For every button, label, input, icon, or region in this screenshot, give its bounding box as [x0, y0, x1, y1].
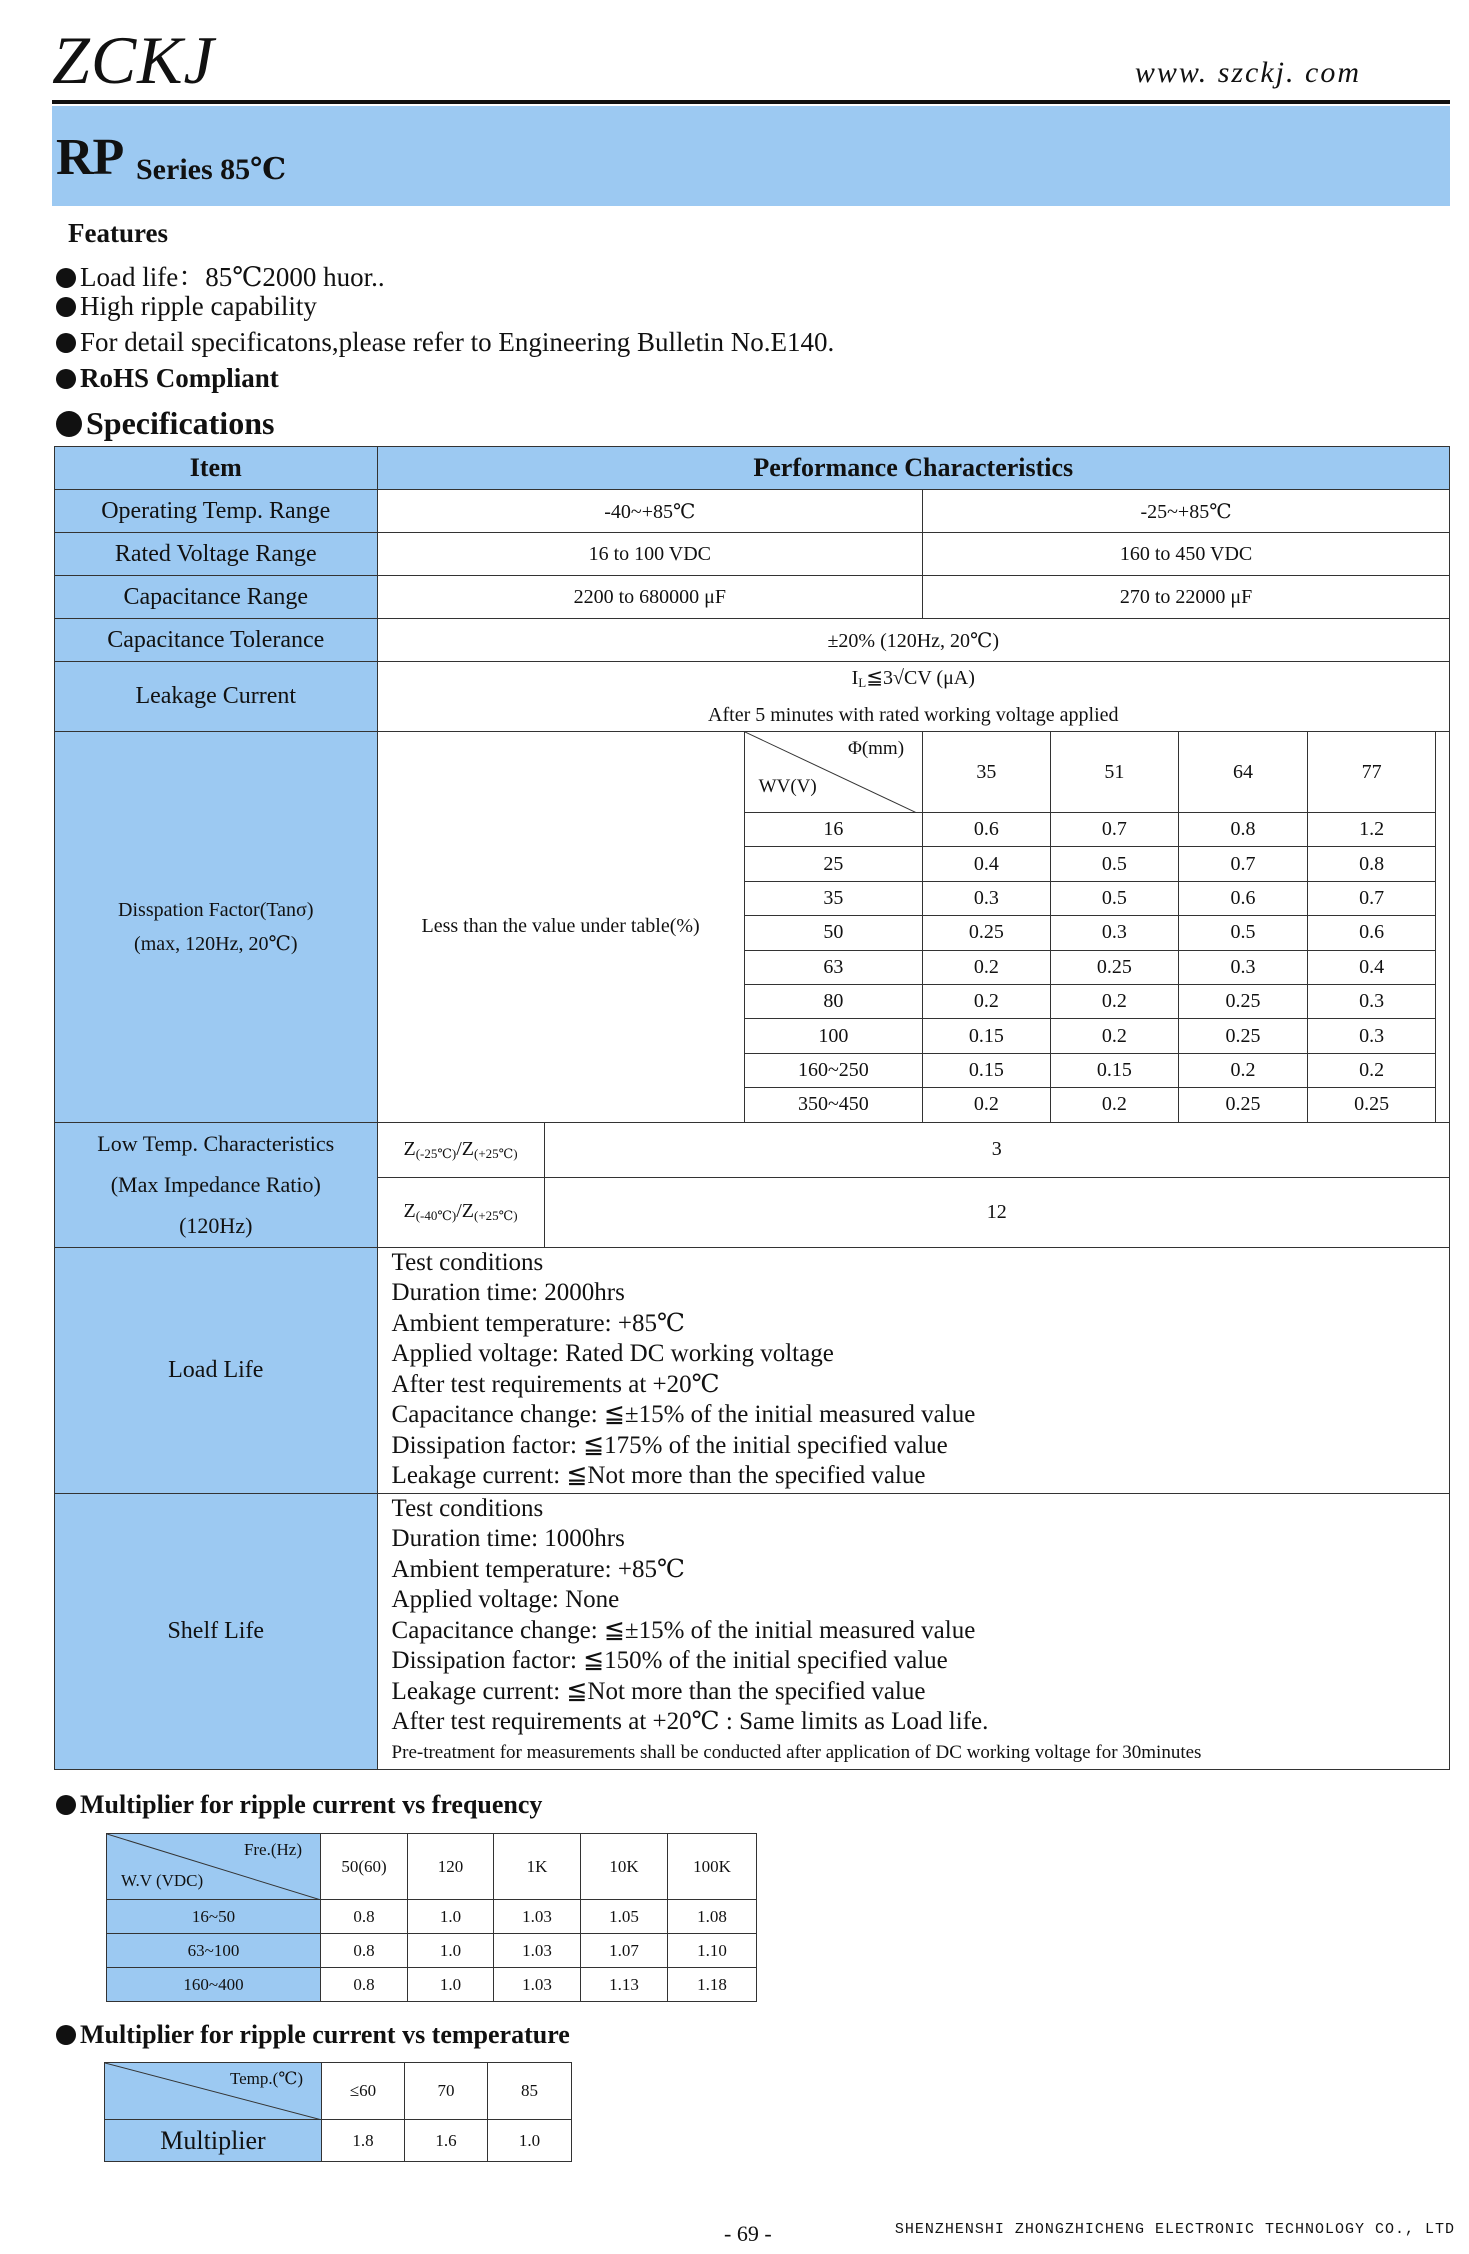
rated-voltage-high: 160 to 450 VDC — [923, 533, 1450, 576]
df-row: 50 0.25 0.3 0.5 0.6 — [55, 916, 1450, 950]
multiplier-label: Multiplier — [105, 2120, 322, 2162]
bullet-icon — [56, 369, 76, 389]
leakage-value — [377, 662, 1449, 732]
freq-diag-header: Fre.(Hz) W.V (VDC) — [107, 1834, 321, 1900]
col-header-performance: Performance Characteristics — [377, 447, 1449, 490]
feature-text: For detail specificatons,please refer to Engineering Bulletin No.E140. — [80, 327, 835, 357]
col-header-item: Item — [55, 447, 378, 490]
impedance-ratio-label: $Z_{(-25℃)}/Z_{(+25℃)}$ — [377, 1122, 544, 1177]
load-life-conditions: Test conditions Duration time: 2000hrs Ambient temperature: +85℃ Applied voltage: Rated DC working voltage After test requirements at +20℃ Capacitance change: ≦±15% of the initial measured value Dissipation factor: ≦175% of the initial specified value Leakage current: ≦Not more than the specified value — [377, 1247, 1449, 1493]
temp-header: 85 — [488, 2063, 572, 2120]
temp-header: 70 — [405, 2063, 488, 2120]
df-row: 160~250 0.15 0.15 0.2 0.2 — [55, 1053, 1450, 1087]
temp-header: ≤60 — [322, 2063, 405, 2120]
temp-diag-header: Temp.(℃) — [105, 2063, 322, 2120]
impedance-ratio-value: 3 — [544, 1122, 1449, 1177]
ripple-temperature-table — [104, 2062, 572, 2162]
dissipation-description: Less than the value under table(%) — [377, 732, 744, 1123]
leakage-note: After 5 minutes with rated working voltage applied — [708, 704, 1119, 726]
feature-item — [56, 363, 279, 394]
ripple-frequency-title: Multiplier for ripple current vs frequency — [56, 1790, 542, 1820]
rohs-text: RoHS Compliant — [80, 363, 279, 393]
website-url[interactable]: www. szckj. com — [1134, 56, 1361, 89]
ripple-frequency-table — [106, 1833, 757, 2002]
freq-header: 120 — [408, 1834, 494, 1900]
feature-text: High ripple capability — [80, 291, 317, 321]
load-life-label: Load Life — [55, 1247, 378, 1493]
bullet-icon — [56, 333, 76, 353]
series-code: RP — [56, 129, 124, 186]
series-suffix: Series 85℃ — [136, 153, 287, 186]
dissipation-label: Disspation Factor(Tanσ) (max, 120Hz, 20℃) — [55, 732, 378, 1123]
df-row: 63 0.2 0.25 0.3 0.4 — [55, 950, 1450, 984]
diameter-header: 35 — [923, 732, 1051, 813]
feature-item — [56, 327, 834, 358]
df-row: 16 0.6 0.7 0.8 1.2 — [55, 813, 1450, 847]
freq-header: 50(60) — [321, 1834, 408, 1900]
freq-row: 63~100 0.8 1.0 1.03 1.07 1.10 — [107, 1934, 757, 1968]
freq-header: 10K — [581, 1834, 668, 1900]
bullet-icon — [56, 2025, 76, 2045]
feature-item — [56, 255, 385, 294]
df-row: 80 0.2 0.2 0.25 0.3 — [55, 984, 1450, 1018]
temp-row: Multiplier 1.8 1.6 1.0 — [105, 2120, 572, 2162]
operating-temp-high: -25~+85℃ — [923, 490, 1450, 533]
freq-header: 1K — [494, 1834, 581, 1900]
series-banner — [52, 106, 1450, 206]
freq-row: 160~400 0.8 1.0 1.03 1.13 1.18 — [107, 1968, 757, 2002]
shelf-life-label: Shelf Life — [55, 1493, 378, 1769]
leakage-label: Leakage Current — [55, 662, 378, 732]
df-row: 25 0.4 0.5 0.7 0.8 — [55, 847, 1450, 881]
rated-voltage-low: 16 to 100 VDC — [377, 533, 923, 576]
freq-header: 100K — [668, 1834, 757, 1900]
specifications-table — [54, 446, 1450, 1770]
bullet-icon — [56, 268, 76, 288]
impedance-ratio-label: $Z_{(-40℃)}/Z_{(+25℃)}$ — [377, 1177, 544, 1247]
feature-text: Load life：85℃2000 huor.. — [80, 262, 385, 292]
page-number: - 69 - — [724, 2221, 772, 2246]
bullet-icon — [56, 411, 82, 437]
diameter-header: 77 — [1307, 732, 1436, 813]
df-row: 100 0.15 0.2 0.25 0.3 — [55, 1019, 1450, 1053]
table-filler — [1436, 732, 1450, 1123]
tolerance-label: Capacitance Tolerance — [55, 619, 378, 662]
low-temp-label: Low Temp. Characteristics (Max Impedance Ratio) (120Hz) — [55, 1122, 378, 1247]
capacitance-low: 2200 to 680000 μF — [377, 576, 923, 619]
dissipation-diag-header: Φ(mm) WV(V) — [744, 732, 922, 813]
shelf-life-conditions: Test conditions Duration time: 1000hrs Ambient temperature: +85℃ Applied voltage: None Capacitance change: ≦±15% of the initial measured value Dissipation factor: ≦150% of the initial specified value Leakage current: ≦Not more than the specified value After test requirements at +20℃ : Same limits as Load life. Pre-treatment for measurements shall be conducted after application of DC working voltage for 30minutes — [377, 1493, 1449, 1769]
specifications-title: Specifications — [56, 405, 274, 442]
df-row: 35 0.3 0.5 0.6 0.7 — [55, 881, 1450, 915]
bullet-icon — [56, 297, 76, 317]
feature-item — [56, 291, 317, 322]
capacitance-high: 270 to 22000 μF — [923, 576, 1450, 619]
freq-row: 16~50 0.8 1.0 1.03 1.05 1.08 — [107, 1900, 757, 1934]
diameter-header: 64 — [1179, 732, 1308, 813]
company-name: SHENZHENSHI ZHONGZHICHENG ELECTRONIC TECHNOLOGY CO., LTD — [894, 2221, 1455, 2238]
impedance-ratio-value: 12 — [544, 1177, 1449, 1247]
tolerance-value: ±20% (120Hz, 20℃) — [377, 619, 1449, 662]
operating-temp-low: -40~+85℃ — [377, 490, 923, 533]
operating-temp-label: Operating Temp. Range — [55, 490, 378, 533]
capacitance-label: Capacitance Range — [55, 576, 378, 619]
df-row: 350~450 0.2 0.2 0.25 0.25 — [55, 1088, 1450, 1122]
bullet-icon — [56, 1795, 76, 1815]
diameter-header: 51 — [1050, 732, 1179, 813]
ripple-temperature-title: Multiplier for ripple current vs temperature — [56, 2020, 570, 2050]
rated-voltage-label: Rated Voltage Range — [55, 533, 378, 576]
header-rule — [52, 100, 1450, 104]
company-logo: ZCKJ — [52, 22, 215, 98]
features-title: Features — [68, 218, 168, 248]
leakage-formula: $I_L≦3√CV$ (μA) — [851, 667, 975, 690]
